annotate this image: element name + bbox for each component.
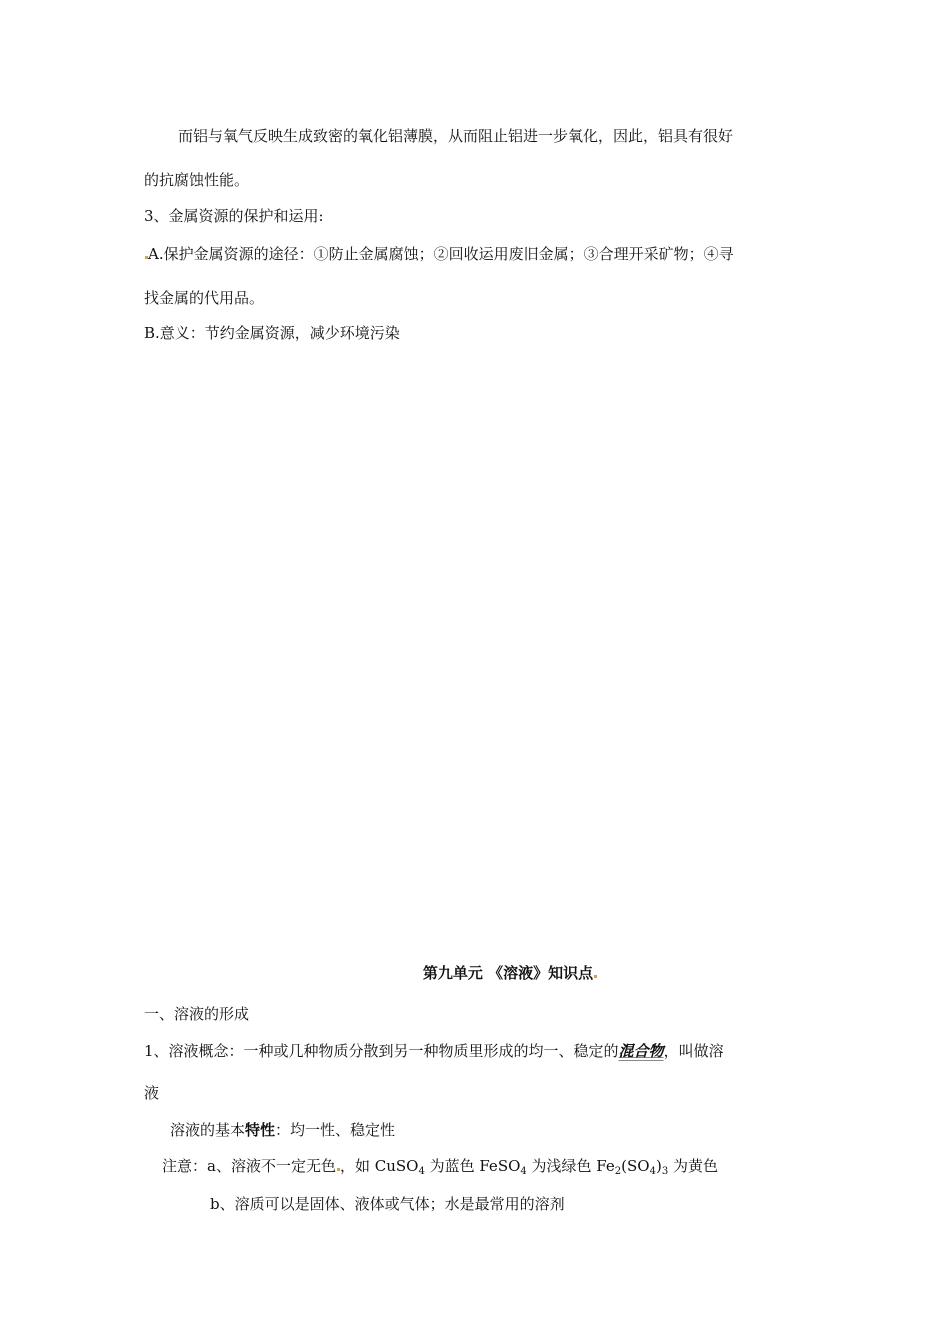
note-text: ，如 CuSO — [339, 1157, 419, 1175]
edit-mark-icon — [594, 975, 597, 978]
subscript: 4 — [520, 1166, 527, 1177]
subscript: 4 — [649, 1166, 656, 1177]
concept-text: 1、溶液概念：一种或几种物质分散到另一种物质里形成的均一、稳定的 — [144, 1042, 619, 1060]
section-heading: 3、金属资源的保护和运用: — [144, 207, 324, 225]
paragraph-line — [170, 1120, 395, 1140]
subscript: 2 — [614, 1166, 622, 1177]
paragraph-line — [144, 244, 734, 264]
note-line — [162, 1156, 718, 1176]
paragraph-line: 液 — [144, 1084, 160, 1102]
subscript: 3 — [661, 1166, 669, 1177]
property-text: 溶液的基本 — [170, 1121, 246, 1139]
note-text: ) — [655, 1157, 662, 1175]
paragraph-line: 的抗腐蚀性能。 — [144, 171, 250, 189]
note-text: (SO — [621, 1157, 650, 1175]
concept-term: 混合物 — [618, 1042, 664, 1060]
paragraph-line — [144, 1041, 724, 1061]
property-text: ：均一性、稳定性 — [275, 1121, 396, 1139]
unit-title-text: 第九单元 《溶液》知识点 — [422, 964, 594, 982]
property-term: 特性 — [245, 1121, 276, 1139]
note-text: 注意：a、溶液不一定无色 — [162, 1157, 336, 1175]
note-text: 为浅绿色 Fe — [526, 1157, 615, 1175]
note-text: 为黄色 — [668, 1157, 718, 1175]
paragraph-line: B.意义：节约金属资源，减少环境污染 — [144, 324, 400, 342]
paragraph-line: 找金属的代用品。 — [144, 289, 265, 307]
section-heading: 一、溶液的形成 — [144, 1005, 250, 1023]
unit-title — [0, 963, 950, 983]
note-line: b、溶质可以是固体、液体或气体；水是最常用的溶剂 — [210, 1195, 565, 1213]
subscript: 4 — [418, 1166, 425, 1177]
paragraph-text: A.保护金属资源的途径：①防止金属腐蚀；②回收运用废旧金属；③合理开采矿物；④寻 — [148, 245, 734, 263]
note-text: 为蓝色 FeSO — [424, 1157, 521, 1175]
concept-text: ，叫做溶 — [663, 1042, 724, 1060]
paragraph-line: 而铝与氧气反映生成致密的氧化铝薄膜，从而阻止铝进一步氧化，因此，铝具有很好 — [178, 127, 734, 145]
